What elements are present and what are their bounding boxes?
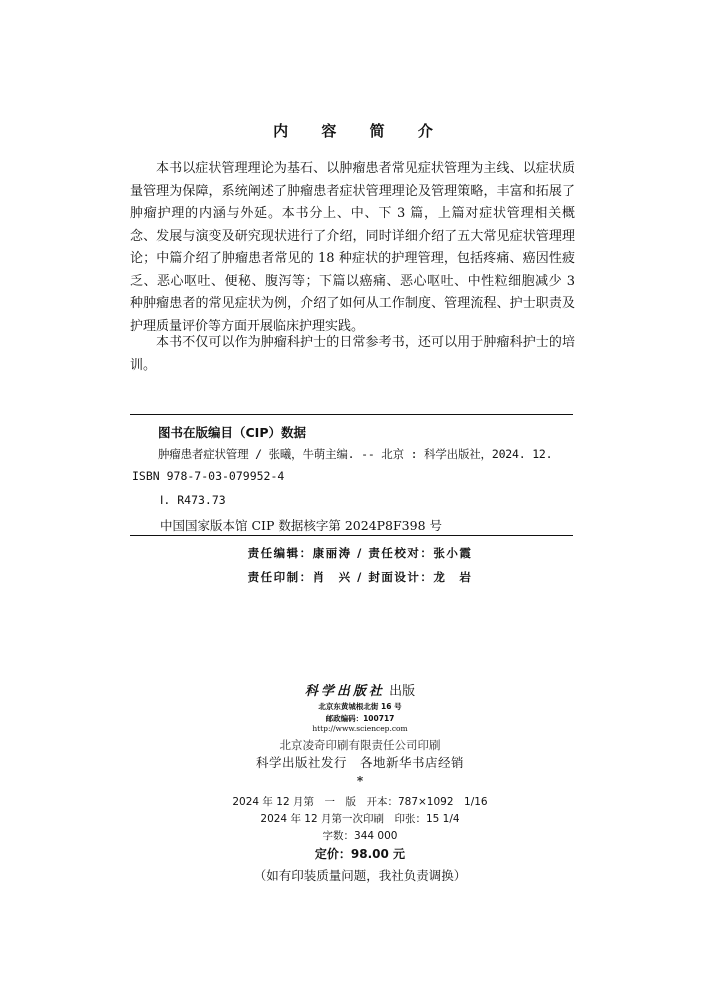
quality-notice: （如有印装质量问题，我社负责调换） [253, 868, 467, 883]
intro-paragraph-1: 本书以症状管理理论为基石、以肿瘤患者常见症状管理为主线、以症状质量管理为保障，系统阐述了肿瘤患者症状管理理论及管理策略，丰富和拓展了肿瘤护理的内涵与外延。本书分上、中、下 3 篇，上篇对症状管理相关概念、发展与演变及研究现状进行了介绍，同时详细介绍了五大常见症状管理理论；中篇介绍了肿瘤患者常见的 18 种症状的护理管理，包括疼痛、癌因性疲乏、恶心呕吐、便秘、腹泻等；下篇以癌痛、恶心呕吐、中性粒细胞减少 3 种肿瘤患者的常见症状为例，介绍了如何从工作制度、管理流程、护士职责及护理质量评价等方面开展临床护理实践。 [130, 161, 575, 334]
publisher-address: 北京东黄城根北街 16 号 [318, 702, 402, 711]
edition-line-2: 2024 年 12 月第一次印刷 印张：15 1/4 [260, 813, 460, 825]
staff-editors: 责任编辑：康丽涛 / 责任校对：张小霞 [247, 546, 473, 560]
cip-bottom-rule [130, 535, 573, 536]
publisher-logo-text: 科学出版社 [304, 684, 385, 699]
cip-top-rule [130, 414, 573, 415]
cip-isbn: ISBN 978-7-03-079952-4 [132, 469, 285, 483]
publisher-postcode: 邮政编码：100717 [325, 714, 395, 723]
cip-classification: Ⅰ. R473.73 [160, 493, 226, 507]
printer-info: 北京凌奇印刷有限责任公司印刷 [279, 738, 441, 752]
publisher-suffix: 出版 [389, 684, 416, 699]
cip-record-number: 中国国家版本馆 CIP 数据核字第 2024P8F398 号 [160, 518, 443, 533]
publisher-name [0, 680, 720, 699]
separator-star: * [356, 774, 364, 788]
price: 定价：98.00 元 [314, 847, 406, 861]
edition-line-1: 2024 年 12 月第 一 版 开本：787×1092 1/16 [232, 796, 488, 808]
cip-line-1: 肿瘤患者症状管理 / 张曦，牛萌主编. -- 北京 : 科学出版社，2024. 12. [158, 447, 553, 461]
cip-heading: 图书在版编目（CIP）数据 [158, 425, 306, 440]
distribution-info: 科学出版社发行 各地新华书店经销 [255, 755, 464, 770]
staff-production: 责任印制：肖 兴 / 封面设计：龙 岩 [247, 570, 473, 584]
word-count: 字数：344 000 [322, 830, 398, 842]
publisher-url: http://www.sciencep.com [312, 724, 408, 733]
page-title: 内 容 简 介 [273, 122, 447, 140]
intro-paragraph-2: 本书不仅可以作为肿瘤科护士的日常参考书，还可以用于肿瘤科护士的培训。 [130, 335, 575, 373]
